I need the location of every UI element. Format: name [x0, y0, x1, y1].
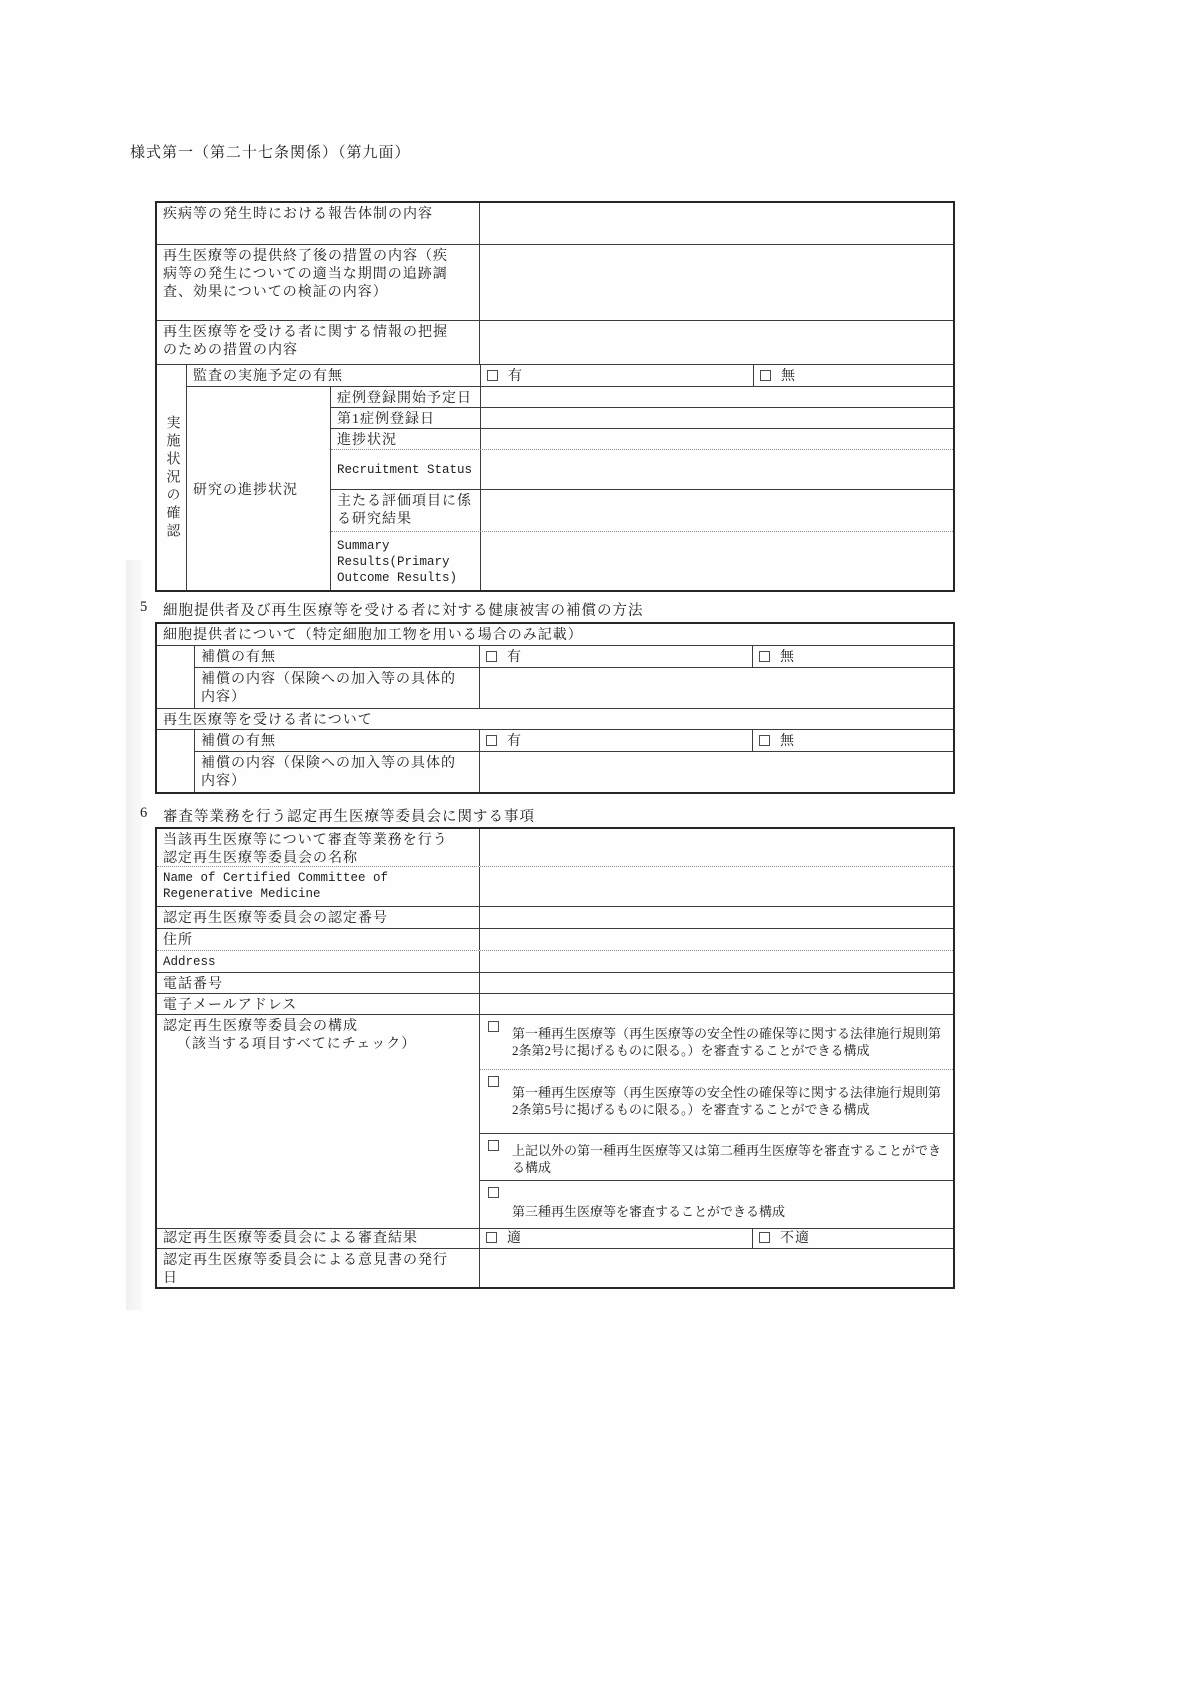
composition-option — [480, 1134, 953, 1181]
row-label: 進捗状況 — [331, 429, 481, 449]
composition-option — [480, 1070, 953, 1135]
address-row — [157, 929, 953, 951]
yes-cell — [480, 730, 753, 751]
value-cell — [480, 1249, 953, 1287]
audit-yes-label: 有 — [508, 369, 523, 384]
compensation-content-row — [195, 668, 953, 708]
vertical-header-label: 実施状況の確認 — [164, 414, 180, 541]
row-label: 補償の内容（保険への加入等の具体的内容） — [195, 668, 480, 708]
progress-group-label: 研究の進捗状況 — [187, 387, 331, 590]
opinion-date-row — [157, 1249, 953, 1287]
value-cell — [481, 429, 953, 449]
value-cell — [480, 203, 953, 244]
implementation-status-section — [157, 365, 953, 590]
value-cell — [480, 321, 953, 364]
table-row — [331, 532, 953, 590]
composition-option-4-checkbox[interactable] — [488, 1187, 499, 1198]
table-row — [331, 429, 953, 450]
section6-heading — [140, 805, 535, 826]
composition-option-3-checkbox[interactable] — [488, 1140, 499, 1151]
composition-option-2-checkbox[interactable] — [488, 1076, 499, 1087]
composition-option — [480, 1015, 953, 1070]
table-row — [331, 408, 953, 429]
row-label: 補償の内容（保険への加入等の具体的内容） — [195, 752, 480, 792]
value-cell — [480, 668, 953, 708]
audit-yes-checkbox[interactable] — [487, 370, 498, 381]
compensation-availability-row — [195, 646, 953, 668]
row-label: 補償の有無 — [195, 646, 480, 667]
review-fail-checkbox[interactable] — [759, 1232, 770, 1243]
row-label: Address — [157, 951, 480, 972]
yes-cell — [480, 646, 753, 667]
review-pass-cell — [480, 1229, 753, 1248]
research-progress-block — [187, 387, 953, 590]
row-label: 当該再生医療等について審査等業務を行う認定再生医療等委員会の名称 — [157, 829, 480, 866]
section5-number: 5 — [140, 599, 149, 615]
review-fail-cell — [753, 1229, 953, 1248]
review-pass-label: 適 — [507, 1231, 522, 1246]
indent-cell — [157, 646, 195, 708]
composition-label-line2: （該当する項目すべてにチェック） — [177, 1037, 417, 1052]
no-label: 無 — [780, 650, 795, 665]
row-label: 認定再生医療等委員会の認定番号 — [157, 907, 480, 928]
value-cell — [480, 951, 953, 972]
composition-option-label: 第一種再生医療等（再生医療等の安全性の確保等に関する法律施行規則第2条第5号に掲げるものに限る。）を審査することができる構成 — [512, 1084, 942, 1117]
row-label: 第1症例登録日 — [331, 408, 481, 428]
review-fail-label: 不適 — [780, 1231, 810, 1246]
review-pass-checkbox[interactable] — [486, 1232, 497, 1243]
indent-cell — [157, 730, 195, 792]
group-header-row — [157, 708, 953, 730]
table-row — [331, 490, 953, 532]
row-label: Name of Certified Committee of Regenerative Medicine — [157, 867, 480, 906]
table-row — [157, 321, 953, 365]
donor-compensation-no-checkbox[interactable] — [759, 651, 770, 662]
composition-option-label: 第三種再生医療等を審査することができる構成 — [512, 1204, 786, 1220]
composition-option-1-checkbox[interactable] — [488, 1021, 499, 1032]
audit-no-cell — [754, 365, 953, 386]
row-label: 症例登録開始予定日 — [331, 387, 481, 407]
value-cell — [480, 829, 953, 866]
value-cell — [481, 408, 953, 428]
composition-options — [480, 1015, 953, 1228]
compensation-table — [155, 622, 955, 794]
form-title: 様式第一（第二十七条関係）（第九面） — [130, 145, 411, 161]
group-header-row — [157, 624, 953, 646]
row-label: Recruitment Status — [331, 450, 481, 489]
value-cell — [480, 907, 953, 928]
value-cell — [480, 867, 953, 906]
row-label: Summary Results(Primary Outcome Results) — [331, 532, 481, 590]
followup-status-table — [155, 201, 955, 592]
audit-no-label: 無 — [781, 369, 796, 384]
value-cell — [480, 994, 953, 1014]
yes-label: 有 — [507, 650, 522, 665]
value-cell — [481, 490, 953, 531]
table-row — [157, 245, 953, 321]
no-cell — [753, 646, 953, 667]
scan-fold-shadow — [126, 560, 142, 1310]
section6-number: 6 — [140, 805, 149, 821]
composition-option-label: 上記以外の第一種再生医療等又は第二種再生医療等を審査することができる構成 — [512, 1143, 942, 1176]
donor-compensation-group — [157, 646, 953, 708]
yes-label: 有 — [507, 734, 522, 749]
row-label: 補償の有無 — [195, 730, 480, 751]
committee-composition-row — [157, 1015, 953, 1229]
phone-row — [157, 973, 953, 994]
vertical-header-cell — [157, 365, 187, 590]
row-label: 住所 — [157, 929, 480, 950]
composition-option — [480, 1181, 953, 1228]
section5-title: 細胞提供者及び再生医療等を受ける者に対する健康被害の補償の方法 — [163, 603, 644, 619]
no-cell — [753, 730, 953, 751]
value-cell — [481, 532, 953, 590]
value-cell — [481, 387, 953, 407]
composition-label-line1: 認定再生医療等委員会の構成 — [163, 1019, 358, 1034]
row-label: 電子メールアドレス — [157, 994, 480, 1014]
row-label: 電話番号 — [157, 973, 480, 993]
address-en-row — [157, 951, 953, 973]
row-label: 認定再生医療等委員会による意見書の発行日 — [157, 1249, 480, 1287]
committee-name-row — [157, 829, 953, 867]
value-cell — [480, 245, 953, 320]
row-label — [157, 1015, 480, 1228]
row-label: 疾病等の発生時における報告体制の内容 — [157, 203, 480, 244]
donor-compensation-yes-checkbox[interactable] — [486, 651, 497, 662]
audit-no-checkbox[interactable] — [760, 370, 771, 381]
email-row — [157, 994, 953, 1015]
recipient-compensation-group — [157, 730, 953, 792]
row-label: 主たる評価項目に係る研究結果 — [331, 490, 481, 531]
value-cell — [480, 752, 953, 792]
section5-heading — [140, 599, 644, 620]
composition-option-label: 第一種再生医療等（再生医療等の安全性の確保等に関する法律施行規則第2条第2号に掲げるものに限る。）を審査することができる構成 — [512, 1026, 942, 1058]
table-row — [331, 450, 953, 490]
row-label: 認定再生医療等委員会による審査結果 — [157, 1229, 480, 1248]
row-label: 再生医療等の提供終了後の措置の内容（疾病等の発生についての適当な期間の追跡調査、効果についての検証の内容） — [157, 245, 480, 320]
audit-row — [187, 365, 953, 387]
group-header: 再生医療等を受ける者について — [163, 713, 373, 728]
certified-committee-table — [155, 827, 955, 1289]
value-cell — [481, 450, 953, 489]
review-result-row — [157, 1229, 953, 1249]
compensation-availability-row — [195, 730, 953, 752]
row-label: 再生医療等を受ける者に関する情報の把握のための措置の内容 — [157, 321, 480, 364]
recipient-compensation-no-checkbox[interactable] — [759, 735, 770, 746]
recipient-compensation-yes-checkbox[interactable] — [486, 735, 497, 746]
value-cell — [480, 973, 953, 993]
table-row — [331, 387, 953, 408]
row-label: 監査の実施予定の有無 — [187, 365, 481, 386]
cert-number-row — [157, 907, 953, 929]
compensation-content-row — [195, 752, 953, 792]
no-label: 無 — [780, 734, 795, 749]
audit-yes-cell — [481, 365, 754, 386]
section6-title: 審査等業務を行う認定再生医療等委員会に関する事項 — [163, 809, 535, 825]
committee-name-en-row — [157, 867, 953, 907]
table-row — [157, 203, 953, 245]
value-cell — [480, 929, 953, 950]
group-header: 細胞提供者について（特定細胞加工物を用いる場合のみ記載） — [163, 628, 583, 643]
